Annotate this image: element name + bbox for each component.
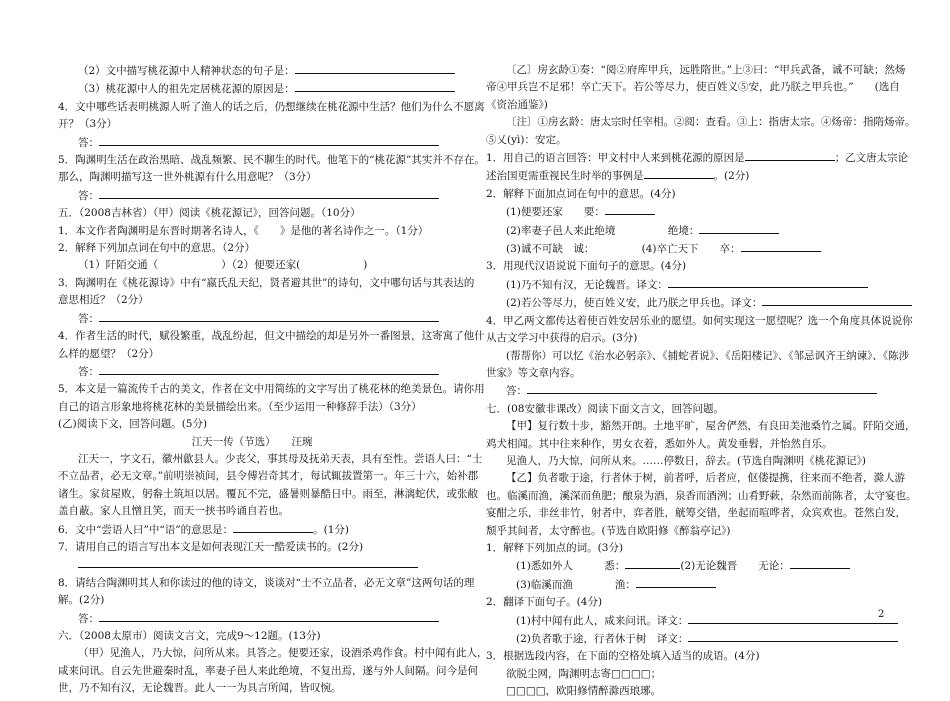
left-text-line: [58, 645, 488, 662]
answer-blank[interactable]: [625, 557, 680, 569]
left-text-line: [58, 381, 485, 398]
line-text: 答：: [78, 136, 99, 149]
left-text-line: [58, 610, 446, 628]
answer-blank[interactable]: [99, 187, 439, 199]
line-text: 5．陶渊明生活在政治黑暗、战乱频繁、民不聊生的时代。他笔下的“桃花源”其实并不存在。: [58, 154, 485, 167]
answer-blank[interactable]: [745, 149, 835, 161]
left-text-line: [58, 539, 446, 556]
line-text: 答：: [78, 365, 99, 378]
line-text: (1)村中闻有此人，咸来问讯。译文：: [516, 614, 689, 627]
right-text-line: [486, 630, 892, 648]
answer-blank[interactable]: [668, 276, 868, 288]
line-text: 开？（3分）: [58, 118, 118, 131]
line-text: 五．（2008吉林省）（甲）阅读《桃花源记》，回答问题。（10分）: [58, 207, 361, 220]
line-text: 1．用自己的语言回答：甲文村中人来到桃花源的原因是: [486, 152, 745, 165]
right-text-line: [486, 488, 917, 505]
right-text-line: [486, 222, 892, 240]
right-text-line: [486, 79, 900, 96]
right-text-line: [486, 557, 892, 575]
right-text-line: [486, 294, 892, 312]
line-text: (1)悉如外人 悉：: [516, 560, 626, 573]
left-text-line: [58, 556, 446, 574]
line-text: （1）阡陌交通（ ）（2）便要还家( ): [78, 259, 368, 272]
line-text: 述治国更需重视民生时举的事例是: [486, 170, 644, 183]
line-text: 江天一传（节选） 汪琬: [191, 435, 313, 448]
answer-blank[interactable]: [78, 556, 418, 568]
left-text-line: [58, 451, 483, 468]
right-column: [486, 62, 917, 701]
line-text: 答：: [78, 612, 99, 625]
left-text-line: [58, 187, 446, 205]
right-text-line: [486, 114, 916, 131]
right-text-line: [486, 666, 892, 683]
right-text-line: [486, 240, 892, 258]
right-text-line: [486, 348, 910, 365]
right-text-line: [486, 313, 913, 330]
right-text-line: [486, 132, 892, 149]
left-text-line: [58, 628, 446, 645]
line-text: ⑤乂(yì)：安定。: [486, 133, 567, 146]
line-text: 江天一，字文石，徽州歙县人。少丧父，事其母及抚弟天表，具有至性。尝语人曰：“士: [78, 452, 483, 465]
line-text: 意思相近？（2分）: [58, 294, 149, 307]
line-text: (1)便要还家 要：: [506, 206, 605, 219]
line-text: 5．本文是一篇流传千古的美文，作者在文中用简练的文字写出了桃花林的绝美景色。请你用: [58, 383, 485, 396]
line-text: （甲）见渔人，乃大惊，问所从来。具答之。便要还家，设酒杀鸡作食。村中闻有此人，: [78, 647, 488, 660]
line-text: 欲脱尘网，陶渊明志寄□□□□；: [506, 667, 662, 680]
answer-blank[interactable]: [99, 610, 439, 622]
line-text: 七．(08安徽非课改）阅读下面文言文，回答问题。: [486, 402, 724, 415]
left-text-line: [58, 399, 446, 416]
line-text: □□□□，欧阳修情醉滁西琅琊。: [506, 685, 662, 698]
answer-blank[interactable]: [233, 521, 313, 533]
left-text-line: [58, 205, 446, 222]
line-text: 答：: [78, 189, 99, 202]
line-text: 盖自蔽。家人且憎且笑，而天一挟书吟诵自若也。: [58, 505, 289, 518]
left-text-line: [58, 663, 478, 680]
answer-blank[interactable]: [99, 363, 439, 375]
line-text: 〔注〕①房玄龄：唐太宗时任宰相。②阅：查看。③上：指唐太宗。④炀帝：指隋炀帝。: [506, 116, 916, 129]
line-text: (1)乃不知有汉，无论魏晋。译文：: [506, 278, 668, 291]
line-text: 答：: [506, 385, 527, 398]
line-text: 2．解释下列加点词在句中的意思。（2分）: [58, 242, 256, 255]
left-text-line: [58, 257, 446, 274]
left-text-line: [58, 468, 479, 485]
right-text-line: [486, 436, 892, 453]
line-text: 从古文学习中获得的启示。(3分): [486, 332, 638, 345]
line-text-after: 。(2分): [713, 170, 750, 183]
right-text-line: [486, 683, 892, 700]
right-text-line: [486, 97, 892, 114]
line-text: 【乙】负者歌于途，行者休于树，前者呼，后者应，伛偻提携，往来而不绝者，滁人游: [506, 472, 905, 485]
right-text-line: [486, 418, 916, 435]
answer-blank[interactable]: [688, 630, 898, 642]
answer-blank[interactable]: [636, 576, 716, 588]
right-text-line: [486, 186, 892, 203]
left-text-line: [58, 521, 446, 539]
line-text: 也。临溪而渔，溪深而鱼肥；酿泉为酒，泉香而酒洌；山肴野蔌，杂然而前陈者，太守宴也。: [486, 489, 917, 502]
line-text: 宴酣之乐，非丝非竹，射者中，弈者胜，觥筹交错，坐起而喧哗者，众宾欢也。苍然白发，: [486, 507, 906, 520]
answer-blank[interactable]: [699, 222, 779, 234]
line-text: （2）文中描写桃花源中人精神状态的句子是：: [78, 65, 295, 77]
left-text-line: [58, 152, 485, 169]
left-text-line: [58, 592, 446, 609]
left-text-line: [58, 134, 446, 152]
line-text: （3）桃花源中人的祖先定居桃花源的原因是：: [78, 83, 295, 96]
line-text: 解。(2分): [58, 594, 105, 607]
left-text-line: [58, 346, 446, 363]
line-text: 4．作者生活的时代，赋役繁重，战乱纷起，但文中描绘的却是另外一番图景，这寄寓了他什: [58, 330, 485, 343]
left-text-line: [58, 503, 446, 520]
line-text: 帝④甲兵岂不足邪！卒亡天下。若公等尽力，使百姓义⑤安，此乃朕之甲兵也。” (选自: [486, 81, 900, 94]
answer-blank[interactable]: [527, 382, 877, 394]
line-text: (2)率妻子邑人来此绝境 绝境：: [506, 224, 700, 237]
line-text: 8．请结合陶渊明其人和你读过的他的诗文，谈谈对“士不立品者，必无文章”这两句话的理: [58, 576, 475, 589]
line-text: 〔乙〕房玄龄①奏：“阅②府库甲兵，远胜隋世。”上③曰：“甲兵武备，诚不可缺；然炀: [506, 64, 906, 76]
answer-blank[interactable]: [790, 557, 850, 569]
right-text-line: [486, 470, 905, 487]
left-text-line: [58, 169, 446, 186]
line-text: 自己的语言形象地将桃花林的美景描绘出来。（至少运用一种修辞手法）（3分）: [58, 400, 422, 413]
answer-blank[interactable]: [644, 167, 714, 179]
right-text-line: [486, 276, 892, 294]
line-text-after: (2)无论魏晋 无论：: [680, 560, 790, 573]
right-text-line: [486, 62, 906, 79]
left-text-line: [58, 486, 478, 503]
page-number: 2: [878, 609, 885, 620]
left-text-line: [58, 62, 446, 80]
line-text: 么样的愿望？（2分）: [58, 347, 160, 360]
right-text-line: [486, 505, 906, 522]
answer-blank[interactable]: [605, 203, 655, 215]
line-text: 咸来问讯。自云先世避秦时乱，率妻子邑人来此绝境，不复出焉，遂与外人间隔。问今是何: [58, 664, 478, 677]
line-text: 7．请用自己的语言写出本文是如何表现江天一酷爱读书的。(2分): [58, 540, 364, 553]
right-text-line: [486, 149, 909, 167]
line-text: 3．用现代汉语说说下面句子的意思。(4分): [486, 260, 687, 273]
right-text-line: [486, 648, 892, 665]
left-text-line: [58, 575, 475, 592]
right-text-line: [486, 453, 892, 470]
left-text-line: [58, 310, 446, 328]
line-text: (2)若公等尽力，使百姓义安，此乃朕之甲兵也。译文：: [506, 297, 763, 310]
line-text: 世家》等文章内容。: [486, 366, 581, 379]
left-text-line: [58, 275, 475, 292]
line-text: 答：: [78, 312, 99, 325]
right-text-line: [486, 330, 892, 347]
left-text-line: [58, 223, 446, 240]
left-text-line: [58, 363, 446, 381]
line-text: 3．陶渊明在《桃花源诗》中有“嬴氏乱天纪，贤者避其世”的诗句，文中哪句话与其表达的: [58, 276, 475, 289]
line-text: 见渔人，乃大惊，问所从来。……停数日，辞去。(节选自陶渊明《桃花源记》): [506, 454, 866, 467]
left-text-line: [58, 99, 485, 116]
left-text-line: [58, 680, 446, 697]
answer-blank[interactable]: [762, 294, 912, 306]
line-text-after: ；乙文唐太宗论: [834, 152, 909, 165]
line-text: 1．解释下列加点的词。(3分): [486, 541, 624, 554]
right-text-line: [486, 612, 892, 630]
line-text: (帮帮你）可以忆《治水必躬亲》、《捕蛇者说》、《岳阳楼记》、《邹忌讽齐王纳谏》、《陈涉: [506, 349, 910, 362]
right-text-line: [486, 401, 892, 418]
left-text-line: [58, 434, 446, 451]
right-text-line: [486, 258, 892, 275]
line-text: (2)负者歌于途，行者休于树 译文：: [516, 633, 689, 645]
line-text: 世，乃不知有汉，无论魏晋。此人一一为具言所闻，皆叹惋。: [58, 682, 342, 695]
line-text: 4．文中哪些话表明桃源人听了渔人的话之后，仍想继续在桃花源中生活？他们为什么不愿离: [58, 100, 485, 113]
right-text-line: [486, 540, 892, 557]
left-text-line: [58, 292, 446, 309]
right-text-line: [486, 594, 892, 611]
right-text-line: [486, 382, 892, 400]
line-text: 2．翻译下面句子。(4分): [486, 596, 603, 609]
line-text: 1．本文作者陶渊明是东晋时期著名诗人，《 》是他的著名诗作之一。（1分）: [58, 224, 429, 237]
line-text: 3．根据选段内容，在下面的空格处填入适当的成语。(4分): [486, 650, 760, 663]
right-text-line: [486, 576, 892, 594]
answer-blank[interactable]: [295, 80, 455, 92]
line-text: 颓乎其间者，太守醉也。(节选自欧阳修《醉翁亭记》): [486, 524, 731, 537]
line-text: (3)诚不可缺 诚： (4)卒亡天下 卒：: [506, 243, 741, 256]
line-text: 【甲】复行数十步，豁然开朗。土地平旷，屋舍俨然，有良田美池桑竹之属。阡陌交通，: [506, 420, 916, 433]
answer-blank[interactable]: [99, 310, 439, 322]
line-text: 不立品者，必无文章。”前明崇祯间，县令傅岩奇其才，每试辄拔置第一。年三十六，始补郡: [58, 470, 479, 483]
left-text-line: [58, 80, 446, 98]
line-text-after: 。(1分): [313, 523, 350, 536]
answer-blank[interactable]: [688, 612, 898, 624]
line-text: 诸生。家贫屋败，躬畚土筑垣以居。覆瓦不完，盛暑则暴酷日中。雨至，淋漓蛇伏，或张敝: [58, 487, 478, 500]
left-text-line: [58, 240, 446, 257]
answer-blank[interactable]: [741, 240, 821, 252]
left-text-line: [58, 116, 446, 133]
right-text-line: [486, 167, 892, 185]
line-text: (3)临溪而渔 渔：: [516, 578, 636, 591]
left-text-line: [58, 416, 446, 433]
right-text-line: [486, 203, 892, 221]
right-text-line: [486, 523, 892, 540]
line-text: 六．（2008太原市）阅读文言文，完成9～12题。(13分): [58, 630, 321, 642]
line-text: 6．文中“尝语人曰”中“语”的意思是：: [58, 523, 234, 536]
answer-blank[interactable]: [99, 134, 439, 146]
answer-blank[interactable]: [295, 62, 455, 74]
left-text-line: [58, 328, 485, 345]
line-text: 4．甲乙两文都传达着使百姓安居乐业的愿望。如何实现这一愿望呢？选一个角度具体说说你: [486, 314, 913, 327]
right-text-line: [486, 365, 892, 382]
line-text: (乙)阅读下文，回答问题。(5分): [58, 418, 208, 431]
line-text: 2．解释下面加点词在句中的意思。(4分): [486, 187, 676, 200]
line-text: 《资治通鉴》): [486, 98, 548, 111]
line-text: 鸡犬相闻。其中往来种作，男女衣着，悉如外人。黄发垂髫，并怡然自乐。: [486, 437, 833, 450]
line-text: 那么，陶渊明描写这一世外桃源有什么用意呢？（3分）: [58, 171, 317, 184]
left-column: [58, 62, 488, 698]
